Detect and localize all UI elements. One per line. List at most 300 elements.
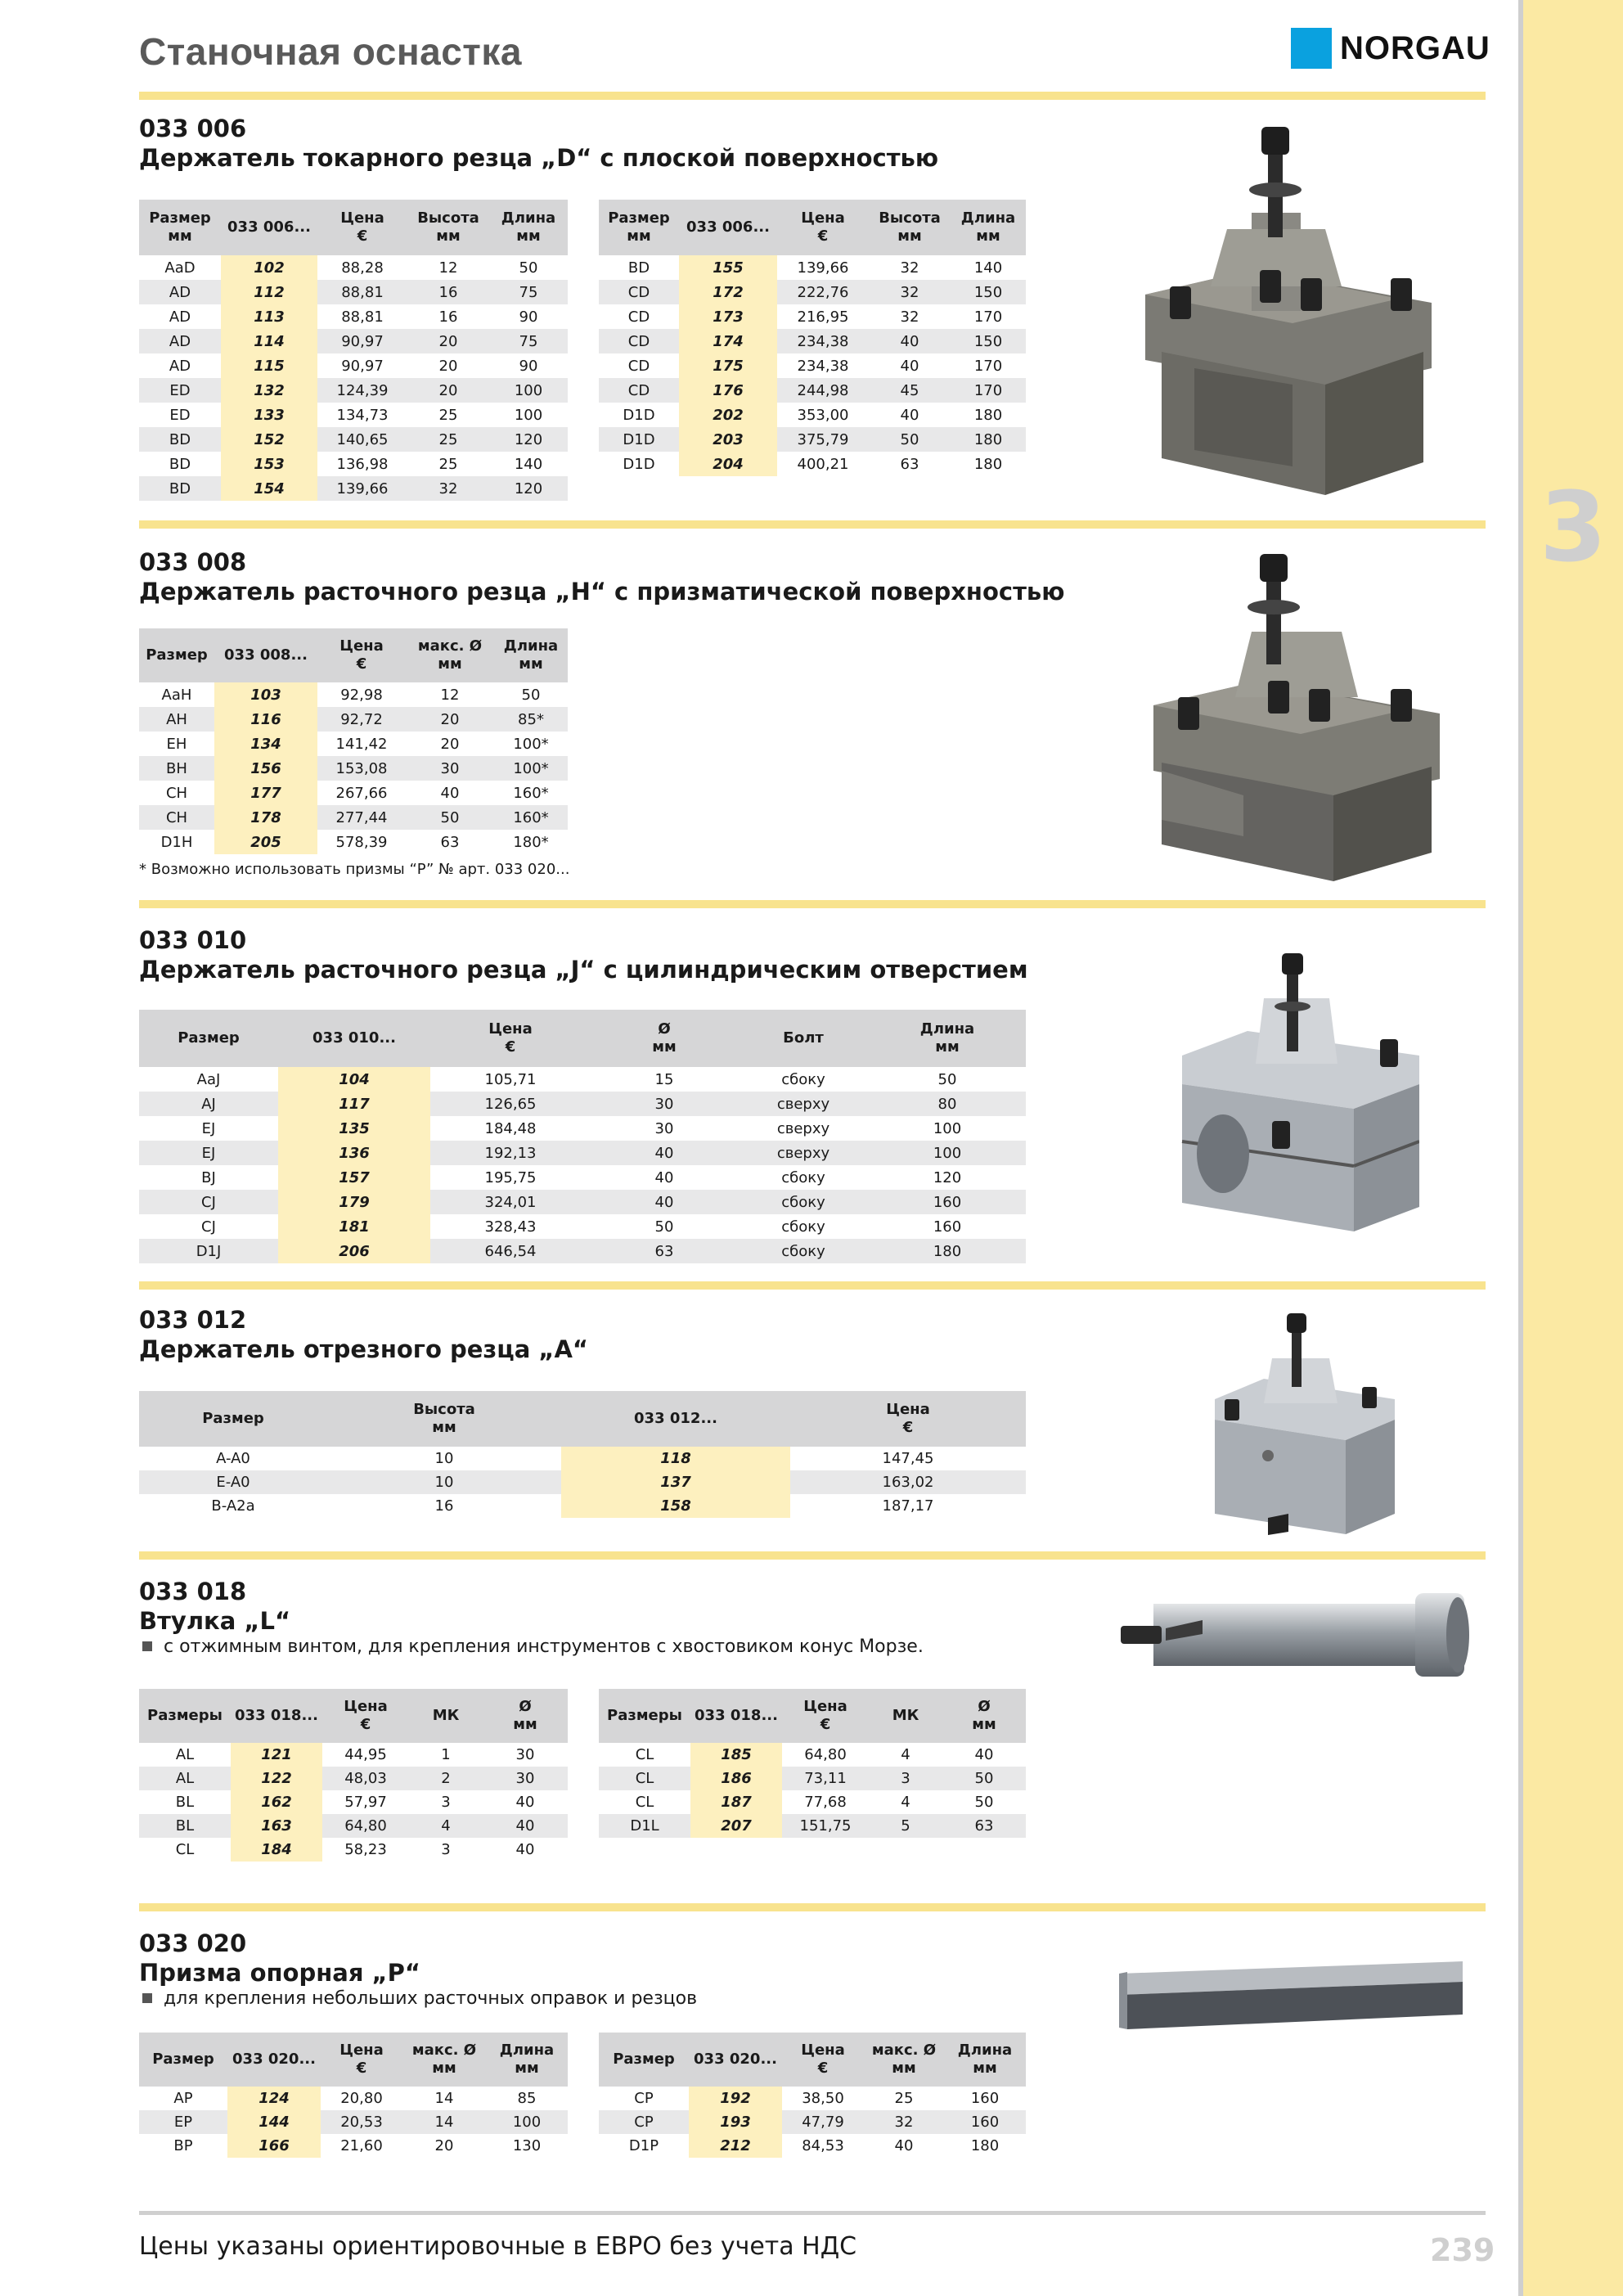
page-number: 239 <box>1430 2232 1495 2268</box>
table-row <box>599 329 1026 353</box>
table-cell: 10 <box>327 1470 561 1494</box>
table-row <box>139 1067 1026 1092</box>
table-cell: сбоку <box>781 1168 825 1186</box>
article-number: 115 <box>221 353 317 378</box>
table-cell: 16 <box>407 280 489 304</box>
table-cell: 324,01 <box>430 1190 591 1214</box>
table-cell: 38,50 <box>802 2090 844 2107</box>
table-cell: сверху <box>738 1141 869 1165</box>
holder-j-image <box>1174 949 1419 1240</box>
table-cell: 139,66 <box>317 476 407 501</box>
article-number: 132 <box>221 378 317 403</box>
column-header: Цена € <box>317 628 406 682</box>
table-cell: 32 <box>869 280 951 304</box>
table-cell: 40 <box>654 1168 674 1186</box>
table-cell: 195,75 <box>484 1168 537 1186</box>
table-cell: 25 <box>438 406 458 424</box>
column-header: Размеры <box>139 1689 231 1743</box>
table-cell: 50 <box>869 427 951 452</box>
table-cell: 234,38 <box>797 357 849 375</box>
table-cell: сбоку <box>781 1218 825 1236</box>
table-cell: 30 <box>654 1119 674 1137</box>
article-number: 185 <box>690 1743 782 1767</box>
table-cell: 88,81 <box>341 308 384 326</box>
table-cell: 32 <box>407 476 489 501</box>
section-divider <box>139 92 1486 100</box>
column-header: Размер мм <box>599 200 679 255</box>
table-cell: 90 <box>519 357 538 375</box>
table-row <box>139 707 568 732</box>
article-number: 134 <box>214 732 317 756</box>
table-cell: 120 <box>933 1168 962 1186</box>
table-cell: 88,81 <box>317 280 407 304</box>
table-cell: 40 <box>869 329 951 353</box>
table-cell: AD <box>169 357 191 375</box>
table-cell: EJ <box>201 1119 216 1137</box>
table-cell: 77,68 <box>804 1794 847 1811</box>
table-cell: 90,97 <box>341 357 384 375</box>
column-header: Размер <box>139 628 214 682</box>
table-cell: AD <box>139 329 221 353</box>
table-cell: 12 <box>440 686 460 704</box>
column-header: Цена € <box>782 1689 869 1743</box>
table-row <box>599 1790 1026 1814</box>
table-cell: 3 <box>441 1841 451 1858</box>
table-row <box>139 1494 1026 1518</box>
table-cell: 3 <box>869 1767 942 1790</box>
column-header: Болт <box>738 1010 869 1067</box>
table-row <box>599 1767 1026 1790</box>
column-header: Ø мм <box>591 1010 738 1067</box>
table-cell: D1D <box>623 455 655 473</box>
article-number: 176 <box>679 378 777 403</box>
table-row <box>139 2134 568 2158</box>
table-cell: 4 <box>901 1794 910 1811</box>
table-cell: 267,66 <box>335 784 388 802</box>
article-number: 144 <box>227 2110 321 2134</box>
sleeve-l-image <box>1121 1583 1481 1681</box>
column-header: Цена € <box>322 1689 409 1743</box>
table-cell: 170 <box>973 308 1003 326</box>
page-title: Станочная оснастка <box>139 30 522 73</box>
table-row <box>599 304 1026 329</box>
table-cell: 14 <box>434 2090 454 2107</box>
table-cell: AH <box>139 707 214 732</box>
table-cell: 100* <box>513 735 549 753</box>
table-cell: 244,98 <box>777 378 869 403</box>
table-cell: 80 <box>869 1092 1026 1116</box>
table-header-row <box>599 2033 1026 2087</box>
article-number: 121 <box>231 1743 322 1767</box>
article-number: 186 <box>690 1767 782 1790</box>
table-cell: 141,42 <box>335 735 388 753</box>
table-row <box>599 378 1026 403</box>
table-cell: 20 <box>440 735 460 753</box>
table-cell: 25 <box>438 455 458 473</box>
table-cell: 25 <box>407 427 489 452</box>
footer-divider <box>139 2211 1486 2215</box>
table-cell: 40 <box>515 1841 535 1858</box>
table-row <box>139 1814 568 1838</box>
column-header: макс. Ø мм <box>402 2033 486 2087</box>
column-header: Длина мм <box>486 2033 568 2087</box>
article-number: 207 <box>690 1814 782 1838</box>
section-title: Держатель токарного резца „D“ с плоской поверхностью <box>139 144 939 172</box>
table-cell: 58,23 <box>344 1841 387 1858</box>
table-cell: 151,75 <box>782 1814 869 1838</box>
table-header-row <box>139 1689 568 1743</box>
table-cell: CH <box>165 784 188 802</box>
column-header: 033 012... <box>561 1391 790 1447</box>
table-row <box>599 2110 1026 2134</box>
table-cell: 20 <box>438 357 458 375</box>
table-cell: 170 <box>951 378 1026 403</box>
table-cell: 120 <box>489 476 568 501</box>
table-cell: 120 <box>489 427 568 452</box>
column-header: Высота мм <box>327 1391 561 1447</box>
article-number: 135 <box>278 1116 430 1141</box>
table-cell: CD <box>599 378 679 403</box>
table-cell: B-A2a <box>211 1497 255 1515</box>
table-cell: 44,95 <box>344 1746 387 1763</box>
table-cell: 126,65 <box>430 1092 591 1116</box>
table-cell: 40 <box>591 1190 738 1214</box>
table-cell: 25 <box>894 2090 914 2107</box>
footer-note: Цены указаны ориентировочные в ЕВРО без учета НДС <box>139 2232 857 2261</box>
table-row <box>599 1814 1026 1838</box>
column-header: 033 020... <box>689 2033 782 2087</box>
article-number: 133 <box>221 403 317 427</box>
article-number: 212 <box>689 2134 782 2158</box>
table-cell: 277,44 <box>317 805 406 830</box>
table-cell: AJ <box>139 1092 278 1116</box>
table-cell: A-A0 <box>216 1450 250 1467</box>
table-cell: 47,79 <box>782 2110 864 2134</box>
table-row <box>139 378 568 403</box>
table-cell: 150 <box>951 280 1026 304</box>
column-header: Размеры <box>599 1689 690 1743</box>
table-cell: 1 <box>441 1746 451 1763</box>
table-cell: 20 <box>434 2137 454 2154</box>
table-cell: 216,95 <box>797 308 849 326</box>
article-number: 136 <box>278 1141 430 1165</box>
article-number: 122 <box>231 1767 322 1790</box>
table-row <box>599 2134 1026 2158</box>
table-cell: сбоку <box>738 1239 869 1263</box>
table-cell: AD <box>169 308 191 326</box>
table-cell: AL <box>139 1767 231 1790</box>
table-cell: 180* <box>513 833 549 851</box>
price-table <box>599 200 1026 476</box>
table-cell: 40 <box>900 406 919 424</box>
table-row <box>139 805 568 830</box>
table-row <box>139 353 568 378</box>
table-cell: 63 <box>440 833 460 851</box>
article-number: 162 <box>231 1790 322 1814</box>
article-number: 206 <box>278 1239 430 1263</box>
table-cell: 139,66 <box>797 259 849 277</box>
table-cell: 163,02 <box>790 1470 1026 1494</box>
table-cell: 50 <box>974 1794 994 1811</box>
table-cell: 140 <box>514 455 543 473</box>
article-number: 172 <box>679 280 777 304</box>
table-row <box>139 682 568 707</box>
section-title: Призма опорная „P“ <box>139 1959 420 1987</box>
table-cell: 187,17 <box>882 1497 934 1515</box>
price-table <box>139 1010 1026 1263</box>
table-row <box>139 255 568 280</box>
table-header-row <box>139 200 568 255</box>
table-cell: EH <box>166 735 187 753</box>
table-cell: сверху <box>738 1092 869 1116</box>
table-cell: 105,71 <box>484 1070 537 1088</box>
feature-bullet: для крепления небольших расточных оправок и резцов <box>142 1988 697 2009</box>
table-row <box>139 280 568 304</box>
article-number: 124 <box>227 2087 321 2110</box>
article-number: 157 <box>278 1165 430 1190</box>
table-row <box>139 732 568 756</box>
footnote: * Возможно использовать призмы “P” № арт. 033 020... <box>139 861 570 878</box>
article-number: 113 <box>221 304 317 329</box>
table-cell: EP <box>139 2110 227 2134</box>
column-header: Цена € <box>790 1391 1026 1447</box>
table-cell: 50 <box>937 1070 957 1088</box>
table-row <box>599 452 1026 476</box>
article-number: 118 <box>561 1447 790 1470</box>
table-cell: 40 <box>591 1141 738 1165</box>
table-cell: 124,39 <box>317 378 407 403</box>
table-cell: CP <box>634 2090 654 2107</box>
table-cell: 40 <box>974 1746 994 1763</box>
table-cell: 100 <box>933 1119 962 1137</box>
article-number: 152 <box>221 427 317 452</box>
table-row <box>139 1239 1026 1263</box>
table-cell: 85* <box>494 707 568 732</box>
table-cell: 100 <box>514 406 543 424</box>
article-number: 187 <box>690 1790 782 1814</box>
section-title: Держатель расточного резца „H“ с призматической поверхностью <box>139 578 1065 606</box>
column-header: Размер мм <box>139 200 221 255</box>
table-cell: CD <box>627 308 650 326</box>
table-cell: 140 <box>973 259 1003 277</box>
table-cell: ED <box>169 406 191 424</box>
table-cell: 20 <box>407 329 489 353</box>
table-cell: 20 <box>407 378 489 403</box>
table-cell: 578,39 <box>335 833 388 851</box>
table-row <box>139 304 568 329</box>
table-cell: BL <box>139 1814 231 1838</box>
table-cell: 92,72 <box>317 707 406 732</box>
article-number: 177 <box>214 781 317 805</box>
article-number: 102 <box>221 255 317 280</box>
table-cell: CJ <box>139 1190 278 1214</box>
section-title: Держатель расточного резца „J“ с цилиндрическим отверстием <box>139 956 1028 984</box>
table-header-row <box>139 628 568 682</box>
article-number: 156 <box>214 756 317 781</box>
article-number: 153 <box>221 452 317 476</box>
article-number: 163 <box>231 1814 322 1838</box>
table-cell: 63 <box>942 1814 1026 1838</box>
table-cell: 353,00 <box>797 406 849 424</box>
column-header: Цена € <box>317 200 407 255</box>
table-row <box>139 1190 1026 1214</box>
table-row <box>139 2110 568 2134</box>
table-header-row <box>139 1391 1026 1447</box>
table-cell: 646,54 <box>430 1239 591 1263</box>
table-cell: AaJ <box>196 1070 221 1088</box>
column-header: Размер <box>139 1391 327 1447</box>
table-row <box>139 1447 1026 1470</box>
table-row <box>139 1790 568 1814</box>
section-code: 033 008 <box>139 548 247 576</box>
table-cell: 150 <box>951 329 1026 353</box>
table-cell: 40 <box>515 1794 535 1811</box>
table-row <box>139 1141 1026 1165</box>
table-row <box>139 781 568 805</box>
section-code: 033 018 <box>139 1578 247 1605</box>
table-cell: 75 <box>489 329 568 353</box>
column-header: Цена € <box>777 200 869 255</box>
column-header: Длина мм <box>951 200 1026 255</box>
table-cell: 73,11 <box>782 1767 869 1790</box>
table-cell: BJ <box>201 1168 216 1186</box>
table-row <box>599 2087 1026 2110</box>
price-table <box>599 1689 1026 1838</box>
article-number: 181 <box>278 1214 430 1239</box>
table-cell: 130 <box>512 2137 542 2154</box>
table-cell: 3 <box>441 1794 451 1811</box>
column-header: Цена € <box>782 2033 864 2087</box>
table-cell: 30 <box>515 1746 535 1763</box>
column-header: МК <box>869 1689 942 1743</box>
table-cell: 63 <box>900 455 919 473</box>
holder-a-image <box>1207 1309 1403 1538</box>
article-number: 158 <box>561 1494 790 1518</box>
table-row <box>139 1092 1026 1116</box>
article-number: 103 <box>214 682 317 707</box>
column-header: Длина мм <box>869 1010 1026 1067</box>
table-cell: 100 <box>489 378 568 403</box>
table-row <box>599 427 1026 452</box>
table-cell: 100 <box>869 1141 1026 1165</box>
table-row <box>139 1767 568 1790</box>
table-cell: 192,13 <box>430 1141 591 1165</box>
column-header: 033 008... <box>214 628 317 682</box>
price-table <box>139 1689 568 1862</box>
table-cell: 40 <box>483 1814 568 1838</box>
table-cell: 234,38 <box>777 329 869 353</box>
table-cell: 50 <box>521 686 541 704</box>
column-header: 033 010... <box>278 1010 430 1067</box>
table-row <box>139 476 568 501</box>
article-number: 112 <box>221 280 317 304</box>
table-cell: D1H <box>160 833 193 851</box>
table-cell: сверху <box>776 1119 830 1137</box>
table-cell: BH <box>139 756 214 781</box>
table-cell: 90 <box>519 308 538 326</box>
holder-h-image <box>1145 550 1448 885</box>
table-cell: 10 <box>434 1450 454 1467</box>
table-row <box>599 353 1026 378</box>
column-header: 033 018... <box>231 1689 322 1743</box>
table-row <box>139 1743 568 1767</box>
table-cell: AP <box>173 2090 193 2107</box>
column-header: 033 020... <box>227 2033 321 2087</box>
table-row <box>139 1838 568 1862</box>
price-table <box>139 200 568 501</box>
table-cell: 134,73 <box>336 406 389 424</box>
table-cell: AaD <box>164 259 196 277</box>
section-divider <box>139 1551 1486 1560</box>
column-header: Размер <box>139 1010 278 1067</box>
article-number: 192 <box>689 2087 782 2110</box>
table-cell: D1L <box>599 1814 690 1838</box>
square-bullet-icon <box>142 1993 152 2003</box>
column-header: макс. Ø мм <box>864 2033 944 2087</box>
table-row <box>599 403 1026 427</box>
section-divider <box>139 520 1486 529</box>
table-cell: 180 <box>970 2137 1000 2154</box>
table-cell: 160 <box>944 2110 1026 2134</box>
section-divider <box>139 1281 1486 1290</box>
article-number: 117 <box>278 1092 430 1116</box>
table-row <box>139 1470 1026 1494</box>
table-cell: 90,97 <box>317 329 407 353</box>
article-number: 193 <box>689 2110 782 2134</box>
article-number: 137 <box>561 1470 790 1494</box>
table-cell: 20,53 <box>321 2110 402 2134</box>
table-row <box>139 1165 1026 1190</box>
table-cell: 180 <box>951 427 1026 452</box>
table-cell: 88,28 <box>341 259 384 277</box>
column-header: Ø мм <box>942 1689 1026 1743</box>
table-cell: 84,53 <box>802 2137 844 2154</box>
table-cell: BD <box>627 259 650 277</box>
table-cell: CJ <box>201 1218 216 1236</box>
table-header-row <box>599 1689 1026 1743</box>
table-cell: 32 <box>900 259 919 277</box>
table-cell: 50 <box>519 259 538 277</box>
table-cell: AD <box>139 280 221 304</box>
table-cell: D1J <box>139 1239 278 1263</box>
table-header-row <box>139 1010 1026 1067</box>
logo-text: NORGAU <box>1340 29 1490 66</box>
article-number: 184 <box>231 1838 322 1862</box>
section-code: 033 006 <box>139 115 247 142</box>
table-cell: CL <box>635 1746 654 1763</box>
price-table <box>139 1391 1026 1518</box>
table-cell: 184,48 <box>484 1119 537 1137</box>
table-cell: 30 <box>591 1092 738 1116</box>
table-cell: 40 <box>894 2137 914 2154</box>
price-table <box>139 628 568 854</box>
logo-square-icon <box>1291 28 1332 69</box>
table-cell: CP <box>599 2110 689 2134</box>
table-cell: CL <box>175 1841 195 1858</box>
article-number: 155 <box>679 255 777 280</box>
table-row <box>139 329 568 353</box>
table-cell: 92,98 <box>340 686 383 704</box>
table-cell: 4 <box>901 1746 910 1763</box>
table-row <box>139 403 568 427</box>
table-cell: E-A0 <box>139 1470 327 1494</box>
table-cell: BP <box>173 2137 193 2154</box>
table-cell: 75 <box>489 280 568 304</box>
table-cell: CH <box>139 805 214 830</box>
table-row <box>139 1116 1026 1141</box>
table-cell: сбоку <box>738 1190 869 1214</box>
table-cell: D1P <box>628 2137 659 2154</box>
